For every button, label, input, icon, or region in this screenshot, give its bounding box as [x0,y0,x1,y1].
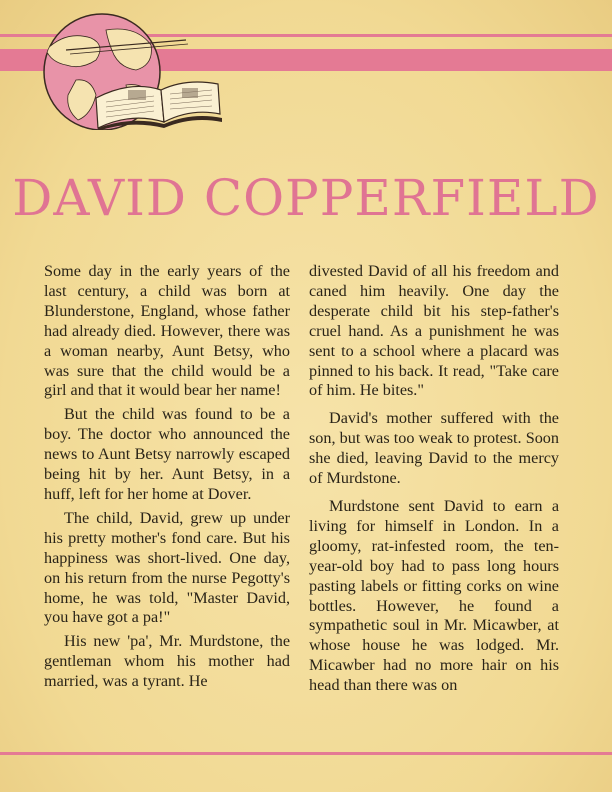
footer-stripe [0,752,612,755]
left-column [44,262,290,696]
paragraph: Murdstone sent David to earn a living for himself in London. In a gloomy, rat-infested room, the ten-year-old boy had to pass long hours pasting labels or fitting corks on wine bottles. However, he found a sympathetic soul in Mr. Micawber, at whose house he was lodged. Mr. Micawber had no more hair on his head than there was on [309,496,559,695]
globe-book-illustration [36,10,226,130]
paragraph: Some day in the early years of the last century, a child was born at Blunderstone, England, whose father had already died. However, there was a woman nearby, Aunt Betsy, who was sure that the child would be a girl and that it would bear her name! [44,262,290,400]
right-column [309,262,559,700]
story-title: DAVID COPPERFIELD [12,169,600,227]
paragraph: But the child was found to be a boy. The doctor who announced the news to Aunt Betsy narrowly escaped being hit by her. Aunt Betsy, in a huff, left for her home at Dover. [44,405,290,503]
paragraph: His new 'pa', Mr. Murdstone, the gentleman whom his mother had married, was a tyrant. He [44,632,290,691]
paragraph: David's mother suffered with the son, but was too weak to protest. Soon she died, leaving David to the mercy of Murdstone. [309,409,559,488]
paragraph: The child, David, grew up under his pretty mother's fond care. But his happiness was short-lived. One day, on his return from the nurse Pegotty's home, he was told, "Master David, you have got a pa!" [44,508,290,627]
paragraph: divested David of all his freedom and caned him heavily. One day the desperate child bit his step-father's cruel hand. As a punishment he was sent to a school where a placard was pinned to his back. It read, "Take care of him. He bites." [309,262,559,400]
